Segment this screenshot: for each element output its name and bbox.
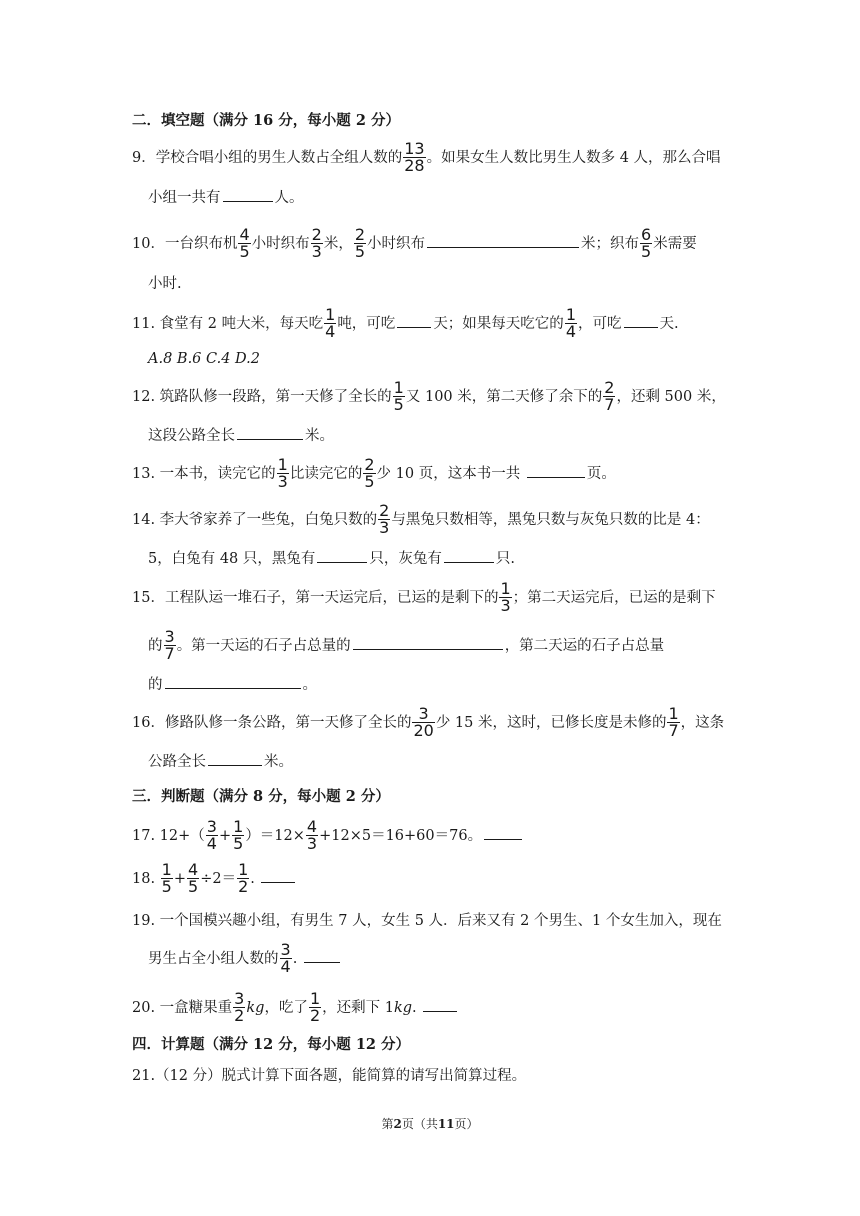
- fraction: $\frac{1}{2}$: [309, 989, 321, 1026]
- question-13: 13. 一本书，读完它的 $\frac{1}{3}$ 比读完它的 $\frac{2}{5}$ 少 10 页，这本书一共 页。: [132, 455, 616, 492]
- fraction: $\frac{1}{3}$: [500, 579, 511, 616]
- fraction: $\frac{13}{28}$: [404, 139, 425, 176]
- question-12: 12. 筑路队修一段路，第一天修了全长的 $\frac{1}{5}$ 又 100 米，第二天修了余下的 $\frac{2}{7}$ ，还剩 500 米，: [132, 378, 726, 415]
- question-9: 9．学校合唱小组的男生人数占全组人数的 $\frac{13}{28}$ 。如果女生人数比男生人数多 4 人，那么合唱: [132, 139, 721, 176]
- answer-blank[interactable]: [444, 561, 494, 563]
- question-9-line2: 小组一共有 人。: [148, 190, 304, 206]
- fraction: $\frac{1}{3}$: [277, 455, 288, 492]
- question-15-line2: 的 $\frac{3}{7}$ 。第一天运的石子占总量的 ，第二天运的石子占总量: [148, 627, 665, 664]
- fraction: $\frac{3}{7}$: [164, 627, 175, 664]
- fraction: $\frac{2}{3}$: [311, 225, 322, 262]
- fraction: $\frac{1}{5}$: [233, 817, 244, 854]
- question-19: 19. 一个国模兴趣小组，有男生 7 人，女生 5 人．后来又有 2 个男生、1 个女生加入，现在: [132, 913, 722, 929]
- fraction: $\frac{1}{5}$: [393, 378, 404, 415]
- question-15: 15．工程队运一堆石子，第一天运完后，已运的是剩下的 $\frac{1}{3}$ ；第二天运完后，已运的是剩下: [132, 579, 716, 616]
- fraction: $\frac{3}{4}$: [280, 940, 291, 977]
- question-18: 18. $\frac{1}{5}$ + $\frac{4}{5}$ ÷2＝ $\frac{1}{2}$ .: [132, 862, 297, 896]
- question-19-line2: 男生占全小组人数的 $\frac{3}{4}$ .: [148, 942, 342, 976]
- answer-blank[interactable]: [223, 200, 273, 202]
- fraction: $\frac{4}{5}$: [239, 225, 250, 262]
- question-17: 17. 12+（ $\frac{3}{4}$ + $\frac{1}{5}$ ）＝12× $\frac{4}{3}$ +12×5＝16+60＝76。: [132, 819, 524, 853]
- fraction: $\frac{1}{5}$: [161, 860, 172, 897]
- question-11: 11. 食堂有 2 吨大米，每天吃 $\frac{1}{4}$ 吨，可吃 天；如果每天吃它的 $\frac{1}{4}$ ，可吃 天.: [132, 305, 679, 342]
- answer-blank[interactable]: [304, 961, 340, 963]
- answer-blank[interactable]: [484, 838, 522, 840]
- answer-blank[interactable]: [423, 1010, 457, 1012]
- answer-blank[interactable]: [165, 687, 301, 689]
- question-14: 14. 李大爷家养了一些兔，白兔只数的 $\frac{2}{3}$ 与黑兔只数相等，黑兔只数与灰兔只数的比是 4：: [132, 501, 710, 538]
- fraction: $\frac{2}{3}$: [379, 501, 390, 538]
- question-20: 20. 一盒糖果重 $\frac{3}{2}$ kg，吃了 $\frac{1}{2}$ ，还剩下 1kg.: [132, 991, 459, 1025]
- fraction: $\frac{1}{7}$: [668, 704, 679, 741]
- fraction: $\frac{6}{5}$: [641, 225, 652, 262]
- fraction: $\frac{1}{4}$: [565, 305, 576, 342]
- answer-blank[interactable]: [208, 764, 262, 766]
- fraction: $\frac{3}{4}$: [206, 817, 217, 854]
- question-11-options: A.8 B.6 C.4 D.2: [148, 351, 260, 367]
- answer-blank[interactable]: [261, 881, 295, 883]
- fraction: $\frac{2}{5}$: [354, 225, 366, 262]
- answer-blank[interactable]: [527, 476, 585, 478]
- answer-blank[interactable]: [427, 246, 579, 248]
- question-15-line3: 的 。: [148, 677, 317, 693]
- answer-blank[interactable]: [353, 648, 503, 650]
- fraction: $\frac{3}{20}$: [413, 704, 434, 741]
- fraction: $\frac{3}{2}$: [234, 989, 245, 1026]
- section-title-fill-in: 二．填空题（满分 16 分，每小题 2 分）: [132, 112, 400, 129]
- fraction: $\frac{1}{2}$: [238, 860, 249, 897]
- fraction: $\frac{1}{4}$: [325, 305, 336, 342]
- page-footer: 第2页（共11页）: [381, 1117, 479, 1131]
- question-10: 10．一台织布机 $\frac{4}{5}$ 小时织布 $\frac{2}{3}$ 米， $\frac{2}{5}$ 小时织布 米；织布 $\frac{6}{5}$ 米需要: [132, 225, 697, 262]
- answer-blank[interactable]: [317, 561, 367, 563]
- question-14-line2: 5，白兔有 48 只，黑兔有 只，灰兔有 只.: [148, 551, 516, 567]
- fraction: $\frac{4}{3}$: [306, 817, 318, 854]
- section-title-calculation: 四．计算题（满分 12 分，每小题 12 分）: [132, 1036, 411, 1053]
- fraction: $\frac{2}{7}$: [604, 378, 615, 415]
- answer-blank[interactable]: [397, 326, 431, 328]
- answer-blank[interactable]: [237, 438, 303, 440]
- fraction: $\frac{4}{5}$: [188, 860, 199, 897]
- answer-blank[interactable]: [624, 326, 658, 328]
- section-title-true-false: 三．判断题（满分 8 分，每小题 2 分）: [132, 788, 390, 805]
- question-12-line2: 这段公路全长 米。: [148, 428, 334, 444]
- question-10-line2: 小时.: [148, 276, 182, 292]
- question-16-line2: 公路全长 米。: [148, 754, 293, 770]
- question-16: 16．修路队修一条公路，第一天修了全长的 $\frac{3}{20}$ 少 15 米，这时，已修长度是未修的 $\frac{1}{7}$ ，这条: [132, 704, 725, 741]
- fraction: $\frac{2}{5}$: [364, 455, 375, 492]
- question-21: 21.（12 分）脱式计算下面各题，能简算的请写出简算过程。: [132, 1068, 527, 1084]
